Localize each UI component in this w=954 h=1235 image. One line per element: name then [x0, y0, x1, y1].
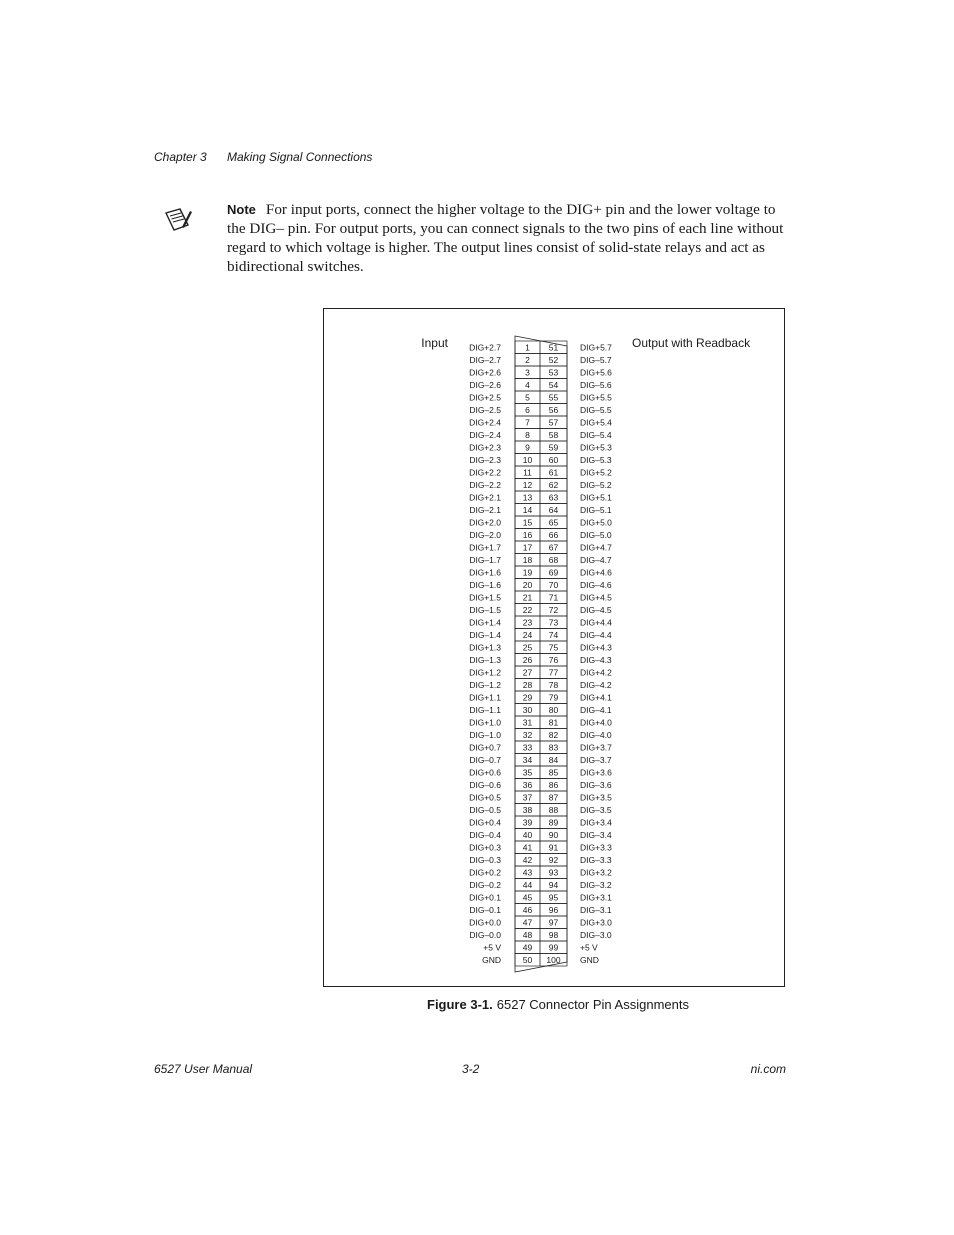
right-signal-label: DIG+3.2: [580, 867, 612, 878]
pin-number-right: 74: [548, 630, 559, 640]
left-signal-label: DIG–2.1: [469, 505, 501, 515]
left-signal-label: DIG+1.5: [469, 592, 501, 603]
right-signal-label: DIG–4.6: [580, 580, 612, 590]
pin-number-left: 48: [522, 930, 533, 940]
figure-number: Figure 3-1.: [427, 997, 493, 1012]
left-signal-label: DIG+1.6: [469, 567, 501, 578]
pin-number-right: 57: [548, 417, 559, 428]
pin-number-left: 47: [522, 917, 533, 928]
right-signal-label: DIG–4.5: [580, 605, 612, 615]
pin-row-cell: [515, 404, 567, 417]
pin-number-right: 64: [548, 505, 559, 515]
connector-pinout-diagram: [324, 309, 786, 988]
pin-number-right: 85: [548, 767, 559, 778]
pin-number-left: 1: [525, 342, 530, 353]
right-signal-label: DIG–3.1: [580, 905, 612, 915]
left-signal-label: DIG+0.2: [469, 867, 501, 878]
pin-number-left: 39: [522, 817, 533, 828]
pin-number-right: 62: [548, 480, 559, 490]
left-signal-label: DIG–2.3: [469, 455, 501, 465]
right-signal-label: GND: [580, 955, 599, 965]
right-signal-label: DIG+5.1: [580, 492, 612, 503]
pin-number-left: 31: [522, 717, 533, 728]
pin-number-left: 24: [522, 630, 533, 640]
left-signal-label: DIG–2.7: [469, 355, 501, 365]
pin-number-left: 33: [522, 742, 533, 753]
pin-number-left: 25: [522, 642, 533, 653]
pin-number-left: 28: [522, 680, 533, 690]
left-signal-label: +5 V: [483, 942, 501, 953]
pin-number-right: 84: [548, 755, 559, 765]
left-signal-label: DIG–0.7: [469, 755, 501, 765]
pin-number-left: 13: [522, 492, 533, 503]
right-signal-label: DIG+3.4: [580, 817, 612, 828]
pin-number-left: 46: [522, 905, 533, 915]
pin-number-right: 87: [548, 792, 559, 803]
pin-number-right: 60: [548, 455, 559, 465]
right-signal-label: DIG–3.6: [580, 780, 612, 790]
right-signal-label: DIG–5.5: [580, 405, 612, 415]
pin-number-left: 45: [522, 892, 533, 903]
pin-number-left: 34: [522, 755, 533, 765]
pin-number-left: 30: [522, 705, 533, 715]
left-signal-label: DIG+2.0: [469, 517, 501, 528]
pin-number-right: 58: [548, 430, 559, 440]
right-signal-label: DIG–4.3: [580, 655, 612, 665]
pin-number-left: 3: [525, 367, 530, 378]
pin-number-left: 9: [525, 442, 530, 453]
right-signal-label: DIG–5.2: [580, 480, 612, 490]
pin-number-left: 8: [525, 430, 530, 440]
pin-number-left: 18: [522, 555, 533, 565]
left-signal-label: DIG–1.6: [469, 580, 501, 590]
footer-website: ni.com: [750, 1062, 786, 1076]
right-signal-label: DIG+3.3: [580, 842, 612, 853]
left-signal-label: DIG–0.0: [469, 930, 501, 940]
pin-number-left: 37: [522, 792, 533, 803]
right-signal-label: DIG–5.4: [580, 430, 612, 440]
footer-manual-title: 6527 User Manual: [154, 1062, 253, 1076]
right-signal-label: DIG–5.7: [580, 355, 612, 365]
pin-number-right: 92: [548, 855, 559, 865]
pin-number-left: 43: [522, 867, 533, 878]
pin-number-left: 26: [522, 655, 533, 665]
right-signal-label: DIG+4.3: [580, 642, 612, 653]
pin-row-cell: [515, 354, 567, 367]
right-signal-label: DIG+5.5: [580, 392, 612, 403]
right-signal-label: +5 V: [580, 942, 598, 953]
left-signal-label: DIG+1.0: [469, 717, 501, 728]
right-signal-label: DIG+3.0: [580, 917, 612, 928]
right-signal-label: DIG–3.2: [580, 880, 612, 890]
right-signal-label: DIG+4.7: [580, 542, 612, 553]
left-signal-label: DIG–0.4: [469, 830, 501, 840]
pin-number-left: 38: [522, 805, 533, 815]
pin-row-cell: [515, 441, 567, 454]
right-signal-label: DIG+5.0: [580, 517, 612, 528]
pin-number-right: 100: [546, 955, 561, 965]
pin-number-left: 21: [522, 592, 533, 603]
pin-number-right: 53: [548, 367, 559, 378]
left-signal-label: DIG–1.2: [469, 680, 501, 690]
pin-number-right: 61: [548, 467, 559, 478]
pin-number-right: 83: [548, 742, 559, 753]
left-signal-label: DIG+0.3: [469, 842, 501, 853]
left-signal-label: DIG–0.1: [469, 905, 501, 915]
left-signal-label: DIG+0.1: [469, 892, 501, 903]
pin-number-right: 78: [548, 680, 559, 690]
pin-number-right: 63: [548, 492, 559, 503]
right-signal-label: DIG+5.3: [580, 442, 612, 453]
left-signal-label: DIG+0.5: [469, 792, 501, 803]
pin-number-right: 70: [548, 580, 559, 590]
pin-number-right: 98: [548, 930, 559, 940]
pin-number-right: 88: [548, 805, 559, 815]
pin-row-cell: [515, 429, 567, 442]
note-pad-icon: [162, 207, 192, 233]
pin-number-right: 66: [548, 530, 559, 540]
left-signal-label: DIG+0.4: [469, 817, 501, 828]
pin-number-right: 71: [548, 592, 559, 603]
right-signal-label: DIG–4.1: [580, 705, 612, 715]
pin-number-right: 65: [548, 517, 559, 528]
figure-caption: [427, 997, 689, 1012]
pin-number-left: 49: [522, 942, 533, 953]
pin-number-left: 4: [525, 380, 530, 390]
chapter-title: Making Signal Connections: [227, 150, 373, 164]
right-signal-label: DIG+4.5: [580, 592, 612, 603]
pin-number-left: 27: [522, 667, 533, 678]
pin-number-left: 6: [525, 405, 530, 415]
pin-number-left: 15: [522, 517, 533, 528]
left-signal-label: DIG–0.6: [469, 780, 501, 790]
pin-number-right: 54: [548, 380, 559, 390]
pin-number-left: 29: [522, 692, 533, 703]
pin-number-right: 94: [548, 880, 559, 890]
left-signal-label: DIG–1.4: [469, 630, 501, 640]
right-signal-label: DIG–5.0: [580, 530, 612, 540]
pin-number-left: 19: [522, 567, 533, 578]
pin-row-cell: [515, 366, 567, 379]
pin-number-left: 44: [522, 880, 533, 890]
left-signal-label: DIG–2.6: [469, 380, 501, 390]
pin-number-right: 72: [548, 605, 559, 615]
left-signal-label: DIG+2.2: [469, 467, 501, 478]
output-group-label: Output with Readback: [632, 336, 751, 350]
pin-number-left: 17: [522, 542, 533, 553]
pin-row-cell: [515, 379, 567, 392]
right-signal-label: DIG–3.0: [580, 930, 612, 940]
left-signal-label: DIG+0.7: [469, 742, 501, 753]
pin-number-left: 12: [522, 480, 533, 490]
input-group-label: Input: [421, 336, 448, 350]
right-signal-label: DIG–4.0: [580, 730, 612, 740]
left-signal-label: DIG+2.6: [469, 367, 501, 378]
pin-number-left: 41: [522, 842, 533, 853]
right-signal-label: DIG+5.4: [580, 417, 612, 428]
pin-number-right: 76: [548, 655, 559, 665]
pin-number-right: 55: [548, 392, 559, 403]
right-signal-label: DIG+4.1: [580, 692, 612, 703]
pin-number-right: 93: [548, 867, 559, 878]
pin-number-left: 40: [522, 830, 533, 840]
right-signal-label: DIG+3.7: [580, 742, 612, 753]
left-signal-label: DIG+2.7: [469, 342, 501, 353]
pin-number-right: 75: [548, 642, 559, 653]
note-label: Note: [227, 202, 256, 217]
left-signal-label: DIG+1.7: [469, 542, 501, 553]
pin-number-right: 86: [548, 780, 559, 790]
pin-number-left: 50: [522, 955, 533, 965]
pin-number-right: 96: [548, 905, 559, 915]
pin-number-left: 16: [522, 530, 533, 540]
right-signal-label: DIG–3.4: [580, 830, 612, 840]
right-signal-label: DIG+4.0: [580, 717, 612, 728]
left-signal-label: DIG–0.5: [469, 805, 501, 815]
pin-number-left: 14: [522, 505, 533, 515]
left-signal-label: GND: [482, 955, 501, 965]
pin-number-right: 56: [548, 405, 559, 415]
right-signal-label: DIG+3.6: [580, 767, 612, 778]
left-signal-label: DIG–0.3: [469, 855, 501, 865]
pin-number-left: 36: [522, 780, 533, 790]
pin-number-right: 73: [548, 617, 559, 628]
right-signal-label: DIG+4.6: [580, 567, 612, 578]
chapter-number: Chapter 3: [154, 150, 207, 164]
figure-frame: [323, 308, 785, 987]
pin-row-cell: [515, 416, 567, 429]
left-signal-label: DIG+2.4: [469, 417, 501, 428]
pin-number-right: 90: [548, 830, 559, 840]
right-signal-label: DIG–4.2: [580, 680, 612, 690]
pin-number-right: 97: [548, 917, 559, 928]
pin-number-left: 32: [522, 730, 533, 740]
pin-number-left: 42: [522, 855, 533, 865]
pin-number-left: 2: [525, 355, 530, 365]
pin-number-left: 20: [522, 580, 533, 590]
note-paragraph: [227, 200, 787, 276]
right-signal-label: DIG–4.4: [580, 630, 612, 640]
left-signal-label: DIG–1.5: [469, 605, 501, 615]
pin-row-cell: [515, 391, 567, 404]
right-signal-label: DIG+4.2: [580, 667, 612, 678]
right-signal-label: DIG+5.2: [580, 467, 612, 478]
figure-title: 6527 Connector Pin Assignments: [496, 997, 689, 1012]
left-signal-label: DIG+2.3: [469, 442, 501, 453]
pin-number-left: 35: [522, 767, 533, 778]
left-signal-label: DIG+1.1: [469, 692, 501, 703]
left-signal-label: DIG+2.1: [469, 492, 501, 503]
right-signal-label: DIG+5.6: [580, 367, 612, 378]
pin-row-cell: [515, 341, 567, 354]
pin-number-right: 82: [548, 730, 559, 740]
pin-number-right: 69: [548, 567, 559, 578]
pin-number-right: 80: [548, 705, 559, 715]
right-signal-label: DIG+3.1: [580, 892, 612, 903]
left-signal-label: DIG–1.0: [469, 730, 501, 740]
pin-number-right: 89: [548, 817, 559, 828]
left-signal-label: DIG–1.7: [469, 555, 501, 565]
pin-number-right: 91: [548, 842, 559, 853]
left-signal-label: DIG–2.2: [469, 480, 501, 490]
pin-number-right: 68: [548, 555, 559, 565]
right-signal-label: DIG–5.1: [580, 505, 612, 515]
left-signal-label: DIG–2.0: [469, 530, 501, 540]
right-signal-label: DIG–3.3: [580, 855, 612, 865]
pin-number-right: 77: [548, 667, 559, 678]
pin-number-right: 51: [548, 342, 559, 353]
left-signal-label: DIG+1.3: [469, 642, 501, 653]
left-signal-label: DIG–2.4: [469, 430, 501, 440]
pin-number-left: 23: [522, 617, 533, 628]
footer-page-number: 3-2: [462, 1062, 480, 1076]
left-signal-label: DIG–1.3: [469, 655, 501, 665]
pin-number-right: 79: [548, 692, 559, 703]
right-signal-label: DIG–4.7: [580, 555, 612, 565]
left-signal-label: DIG–2.5: [469, 405, 501, 415]
right-signal-label: DIG+3.5: [580, 792, 612, 803]
right-signal-label: DIG+4.4: [580, 617, 612, 628]
left-signal-label: DIG–0.2: [469, 880, 501, 890]
right-signal-label: DIG–3.5: [580, 805, 612, 815]
pin-number-left: 22: [522, 605, 533, 615]
left-signal-label: DIG+0.0: [469, 917, 501, 928]
right-signal-label: DIG+5.7: [580, 342, 612, 353]
pin-number-right: 67: [548, 542, 559, 553]
pin-number-left: 10: [522, 455, 533, 465]
right-signal-label: DIG–5.3: [580, 455, 612, 465]
right-signal-label: DIG–5.6: [580, 380, 612, 390]
left-signal-label: DIG–1.1: [469, 705, 501, 715]
right-signal-label: DIG–3.7: [580, 755, 612, 765]
pin-number-left: 7: [525, 417, 530, 428]
pin-number-left: 5: [525, 392, 530, 403]
pin-number-left: 11: [523, 467, 532, 478]
note-body: For input ports, connect the higher voltage to the DIG+ pin and the lower voltage to the DIG– pin. For output ports, you can connect signals to the two pins of each line without regard to which voltage is higher. The output lines consist of solid-state relays and act as bidirectional switches.: [227, 201, 784, 275]
pin-number-right: 99: [548, 942, 559, 953]
pin-number-right: 95: [548, 892, 559, 903]
pin-number-right: 59: [548, 442, 559, 453]
pin-number-right: 52: [548, 355, 559, 365]
left-signal-label: DIG+1.4: [469, 617, 501, 628]
pin-number-right: 81: [548, 717, 559, 728]
left-signal-label: DIG+0.6: [469, 767, 501, 778]
left-signal-label: DIG+2.5: [469, 392, 501, 403]
left-signal-label: DIG+1.2: [469, 667, 501, 678]
